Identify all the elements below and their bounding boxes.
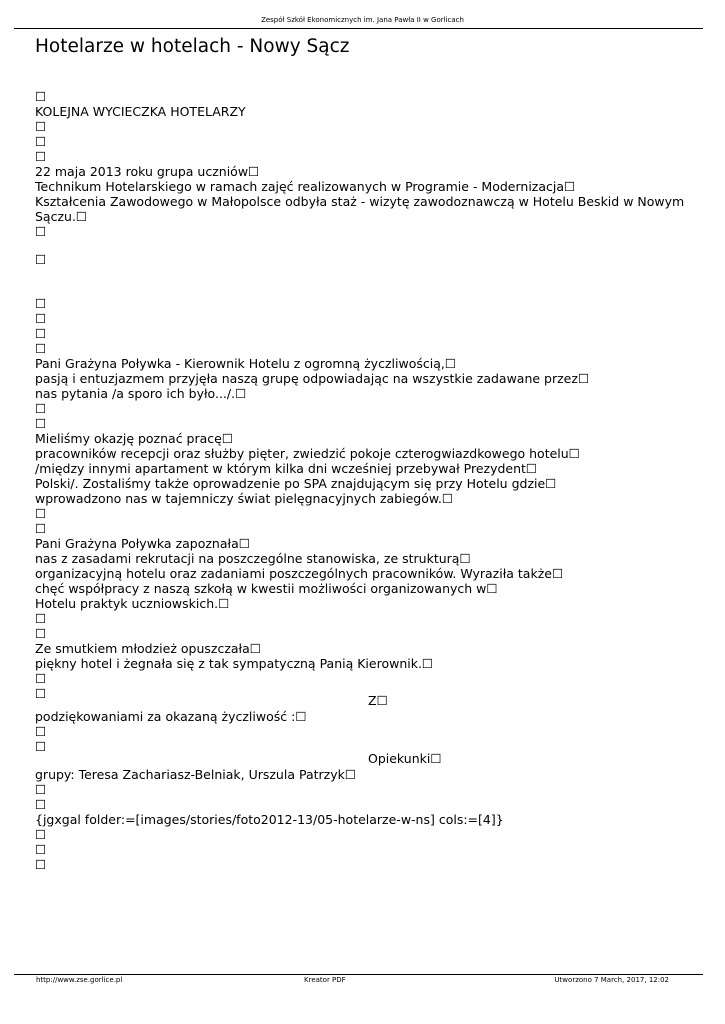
body-line: pracowników recepcji oraz służby pięter, zwiedzić pokoje czterogwiazdkowego hotelu☐ bbox=[35, 446, 580, 461]
body-line: Sączu.☐ bbox=[35, 209, 88, 224]
body-line: chęć współpracy z naszą szkołą w kwestii możliwości organizowanych w☐ bbox=[35, 581, 498, 596]
body-line: Polski/. Zostaliśmy także oprowadzenie po SPA znajdującym się przy Hotelu gdzie☐ bbox=[35, 476, 557, 491]
body-line: Technikum Hotelarskiego w ramach zajęć realizowanych w Programie - Modernizacja☐ bbox=[35, 179, 576, 194]
body-line: ☐ bbox=[35, 857, 47, 872]
body-line: ☐ bbox=[35, 626, 47, 641]
body-line: ☐ bbox=[35, 506, 47, 521]
body-line: pasją i entuzjazmem przyjęła naszą grupę odpowiadając na wszystkie zadawane przez☐ bbox=[35, 371, 590, 386]
body-line: ☐ bbox=[35, 401, 47, 416]
body-line: Hotelu praktyk uczniowskich.☐ bbox=[35, 596, 230, 611]
body-line: /między innymi apartament w którym kilka dni wcześniej przebywał Prezydent☐ bbox=[35, 461, 538, 476]
body-line: ☐ bbox=[35, 119, 47, 134]
body-line: ☐ bbox=[35, 842, 47, 857]
body-line: ☐ bbox=[35, 724, 47, 739]
body-line: {jgxgal folder:=[images/stories/foto2012-13/05-hotelarze-w-ns] cols:=[4]} bbox=[35, 812, 504, 827]
footer-generator: Kreator PDF bbox=[304, 976, 346, 984]
body-line: ☐ bbox=[35, 224, 47, 239]
body-line: ☐ bbox=[35, 326, 47, 341]
body-line: ☐ bbox=[35, 341, 47, 356]
footer-created: Utworzono 7 March, 2017, 12:02 bbox=[554, 976, 669, 984]
body-line: piękny hotel i żegnała się z tak sympatyczną Panią Kierownik.☐ bbox=[35, 656, 434, 671]
body-line: Pani Grażyna Poływka - Kierownik Hotelu z ogromną życzliwością,☐ bbox=[35, 356, 457, 371]
body-line: ☐ bbox=[35, 252, 47, 267]
body-line: ☐ bbox=[35, 89, 47, 104]
body-line: ☐ bbox=[35, 797, 47, 812]
body-line: ☐ bbox=[35, 739, 47, 754]
body-line: ☐ bbox=[35, 782, 47, 797]
body-line: ☐ bbox=[35, 416, 47, 431]
body-line: Mieliśmy okazję poznać pracę☐ bbox=[35, 431, 234, 446]
body-line: ☐ bbox=[35, 149, 47, 164]
header-rule bbox=[14, 28, 703, 29]
body-line: KOLEJNA WYCIECZKA HOTELARZY bbox=[35, 104, 246, 119]
body-line: ☐ bbox=[35, 671, 47, 686]
body-line: Z☐ bbox=[368, 693, 388, 708]
body-line: grupy: Teresa Zachariasz-Belniak, Urszula Patrzyk☐ bbox=[35, 767, 357, 782]
body-line: Pani Grażyna Poływka zapoznała☐ bbox=[35, 536, 250, 551]
body-line: ☐ bbox=[35, 521, 47, 536]
body-line: ☐ bbox=[35, 311, 47, 326]
body-line: nas z zasadami rekrutacji na poszczególne stanowiska, ze strukturą☐ bbox=[35, 551, 471, 566]
body-line: Ze smutkiem młodzież opuszczała☐ bbox=[35, 641, 261, 656]
body-line: 22 maja 2013 roku grupa uczniów☐ bbox=[35, 164, 260, 179]
body-line: wprowadzono nas w tajemniczy świat pielęgnacyjnych zabiegów.☐ bbox=[35, 491, 454, 506]
body-line: nas pytania /a sporo ich było.../.☐ bbox=[35, 386, 247, 401]
body-line: ☐ bbox=[35, 296, 47, 311]
body-line: ☐ bbox=[35, 686, 47, 701]
body-line: Kształcenia Zawodowego w Małopolsce odbyła staż - wizytę zawodoznawczą w Hotelu Beskid w Nowym bbox=[35, 194, 685, 209]
body-line: ☐ bbox=[35, 134, 47, 149]
body-line: ☐ bbox=[35, 611, 47, 626]
page-title: Hotelarze w hotelach - Nowy Sącz bbox=[35, 36, 350, 57]
footer-url: http://www.zse.gorlice.pl bbox=[36, 976, 123, 984]
body-line: Opiekunki☐ bbox=[368, 751, 442, 766]
body-line: podziękowaniami za okazaną życzliwość :☐ bbox=[35, 709, 307, 724]
body-line: organizacyjną hotelu oraz zadaniami poszczególnych pracowników. Wyraziła także☐ bbox=[35, 566, 564, 581]
footer-rule bbox=[14, 974, 703, 975]
document-header: Zespół Szkół Ekonomicznych im. Jana Pawła II w Gorlicach bbox=[261, 16, 464, 24]
body-line: ☐ bbox=[35, 827, 47, 842]
